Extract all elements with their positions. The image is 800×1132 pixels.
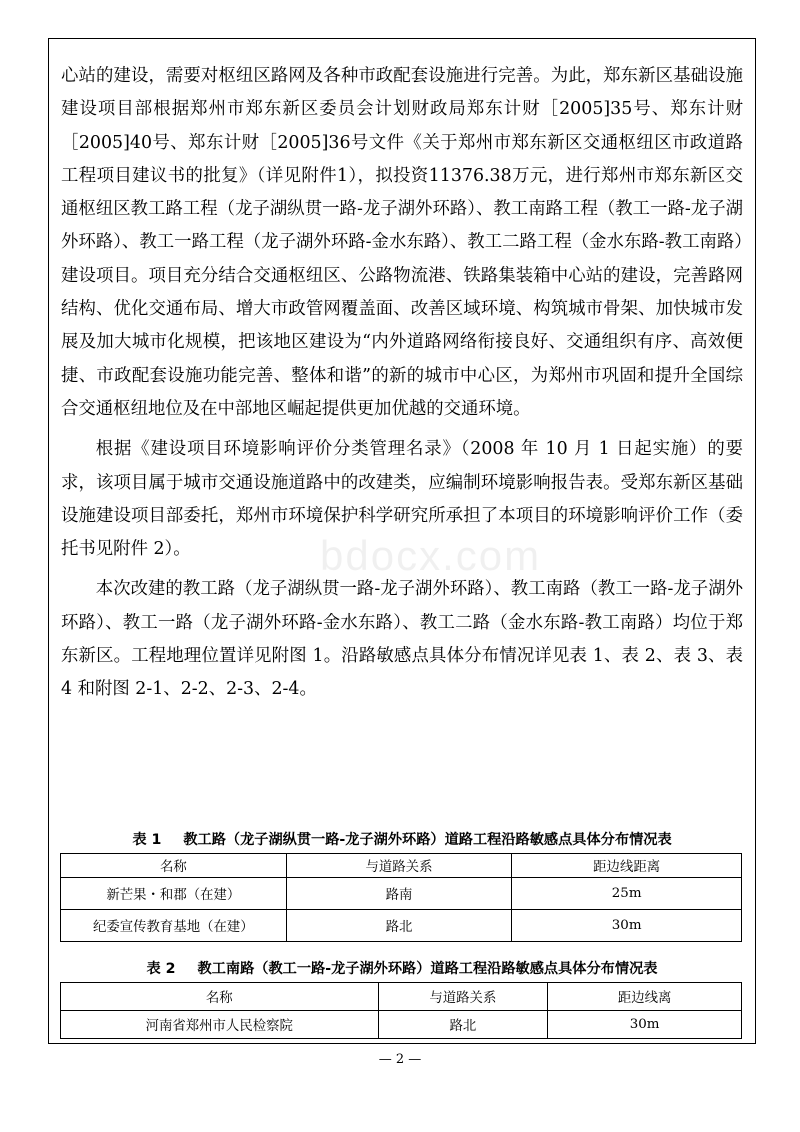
table-cell: 纪委宣传教育基地（在建） xyxy=(61,910,287,942)
table2-header-cell: 距边线离 xyxy=(548,983,742,1011)
table1-number: 表 1 xyxy=(132,832,162,848)
table1 xyxy=(60,853,742,942)
table-row xyxy=(61,910,742,942)
table2-header-row xyxy=(61,983,742,1011)
table2-caption xyxy=(48,958,756,978)
paragraph-3: 本次改建的教工路（龙子湖纵贯一路-龙子湖外环路）、教工南路（教工一路-龙子湖外环路）、教工一路（龙子湖外环路-金水东路）、教工二路（金水东路-教工南路）均位于郑东新区。工程地理位置详见附图 1。沿路敏感点具体分布情况详见表 1、表 2、表 3、表 4 和附图 2-1、2-2、2-3、2-4。 xyxy=(61,579,743,700)
table-cell: 30m xyxy=(548,1011,742,1039)
table2-number: 表 2 xyxy=(146,961,176,977)
paragraph-2: 根据《建设项目环境影响评价分类管理名录》（2008 年 10 月 1 日起实施）的要求，该项目属于城市交通设施道路中的改建类，应编制环境影响报告表。受郑东新区基础设施建设项目部委托，郑州市环境保护科学研究所承担了本项目的环境影响评价工作（委托书见附件 2）。 xyxy=(61,439,743,560)
table-cell: 新芒果・和郡（在建） xyxy=(61,878,287,910)
table-cell: 30m xyxy=(512,910,742,942)
table1-header-row xyxy=(61,854,742,878)
table-cell: 路南 xyxy=(286,878,512,910)
table2-header-cell: 与道路关系 xyxy=(378,983,548,1011)
table1-header-cell: 与道路关系 xyxy=(286,854,512,878)
table-cell: 路北 xyxy=(378,1011,548,1039)
table-row xyxy=(61,1011,742,1039)
table-cell: 路北 xyxy=(286,910,512,942)
table1-caption xyxy=(48,829,756,849)
table-cell: 河南省郑州市人民检察院 xyxy=(61,1011,379,1039)
table2-title: 教工南路（教工一路-龙子湖外环路）道路工程沿路敏感点具体分布情况表 xyxy=(197,961,658,977)
table2-header-cell: 名称 xyxy=(61,983,379,1011)
body-text xyxy=(61,60,743,707)
table1-title: 教工路（龙子湖纵贯一路-龙子湖外环路）道路工程沿路敏感点具体分布情况表 xyxy=(183,832,672,848)
table2 xyxy=(60,982,742,1039)
table-row xyxy=(61,878,742,910)
table1-header-cell: 距边线距离 xyxy=(512,854,742,878)
paragraph-1: 心站的建设，需要对枢纽区路网及各种市政配套设施进行完善。为此，郑东新区基础设施建设项目部根据郑州市郑东新区委员会计划财政局郑东计财［2005]35号、郑东计财［2005]40号、郑东计财［2005]36号文件《关于郑州市郑东新区交通枢纽区市政道路工程项目建议书的批复》（详见附件1），拟投资11376.38万元，进行郑州市郑东新区交通枢纽区教工路工程（龙子湖纵贯一路-龙子湖外环路）、教工南路工程（教工一路-龙子湖外环路）、教工一路工程（龙子湖外环路-金水东路）、教工二路工程（金水东路-教工南路）建设项目。项目充分结合交通枢纽区、公路物流港、铁路集装箱中心站的建设，完善路网结构、优化交通布局、增大市政管网覆盖面、改善区域环境、构筑城市骨架、加快城市发展及加大城市化规模，把该地区建设为“内外道路网络衔接良好、交通组织有序、高效便捷、市政配套设施功能完善、整体和谐”的新的城市中心区，为郑州市巩固和提升全国综合交通枢纽地位及在中部地区崛起提供更加优越的交通环境。 xyxy=(61,66,743,419)
table-cell: 25m xyxy=(512,878,742,910)
table1-header-cell: 名称 xyxy=(61,854,287,878)
watermark: bdocx.com xyxy=(320,532,542,579)
page-number: — 2 — xyxy=(378,1052,422,1067)
